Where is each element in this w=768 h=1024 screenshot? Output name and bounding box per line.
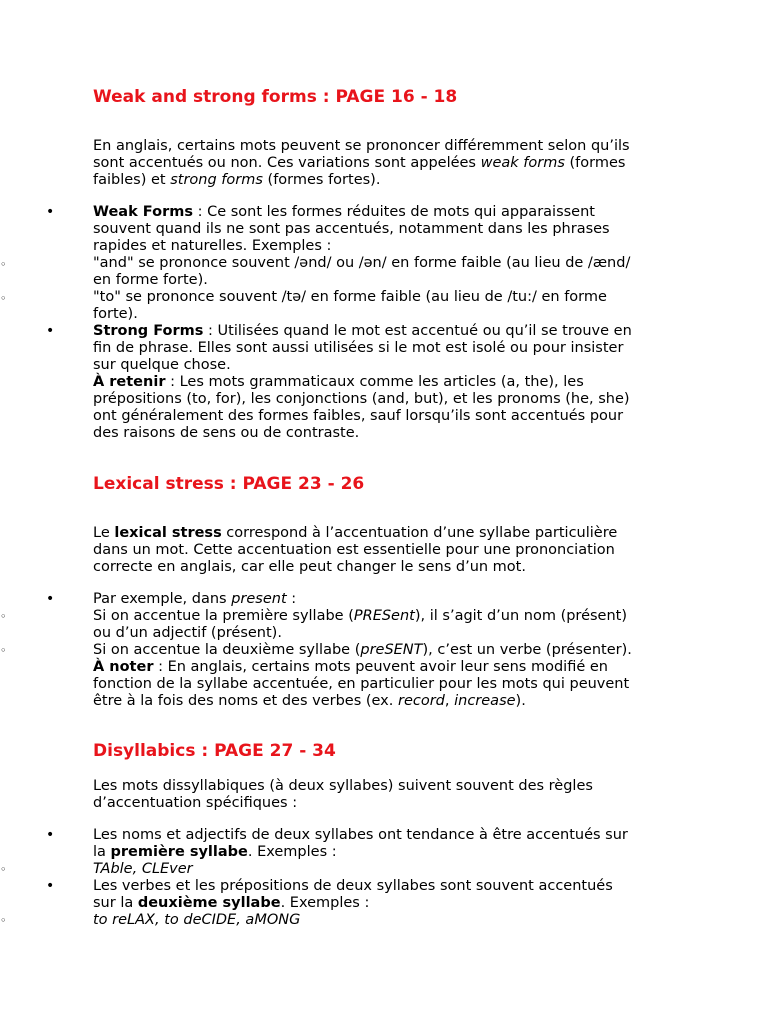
text-line: Les verbes et les prépositions de deux syllabes sont souvent accentués <box>93 878 613 894</box>
text-span: être à la fois des noms et des verbes (ex. <box>93 693 398 709</box>
text-span: la <box>93 844 111 860</box>
text-line: ont généralement des formes faibles, sauf lorsqu’ils sont accentués pour <box>93 408 624 424</box>
heading-lexical-stress: Lexical stress : PAGE 23 - 26 <box>93 474 365 494</box>
italic-term: to reLAX, to deCIDE, aMONG <box>93 912 301 928</box>
bold-term: Weak Forms <box>93 204 193 220</box>
bullet-marker: • <box>46 878 55 894</box>
heading-disyllabics: Disyllabics : PAGE 27 - 34 <box>93 741 336 761</box>
text-line: sur quelque chose. <box>93 357 231 373</box>
verbs-prepositions-item <box>93 878 683 929</box>
bold-term: À noter <box>93 659 154 675</box>
present-example-item <box>93 591 683 710</box>
circle-marker: ◦ <box>0 914 7 927</box>
text-span: : Utilisées quand le mot est accentué ou qu’il se trouve en <box>203 323 632 339</box>
bullet-marker: • <box>46 591 55 607</box>
text-line: d’accentuation spécifiques : <box>93 795 298 811</box>
text-span: . Exemples : <box>247 844 337 860</box>
bold-term: À retenir <box>93 374 166 390</box>
circle-marker: ◦ <box>0 292 7 305</box>
text-span: : Ce sont les formes réduites de mots qui apparaissent <box>192 204 595 220</box>
italic-term: record <box>397 693 445 709</box>
nouns-adjectives-item <box>93 827 683 878</box>
lexical-intro-paragraph <box>93 525 683 576</box>
text-span: sur la <box>93 895 138 911</box>
text-span: sont accentués ou non. Ces variations sont appelées <box>93 155 481 171</box>
strong-forms-item <box>93 323 683 442</box>
italic-term: strong forms <box>170 172 263 188</box>
italic-term: PRESent <box>353 608 415 624</box>
text-line: "and" se prononce souvent /ənd/ ou /ən/ en forme faible (au lieu de /ænd/ <box>93 255 631 271</box>
text-span: : Les mots grammaticaux comme les articles (a, the), les <box>165 374 584 390</box>
bold-term: Strong Forms <box>93 323 204 339</box>
text-line: en forme forte). <box>93 272 208 288</box>
text-span: faibles) et <box>93 172 171 188</box>
text-line: Les noms et adjectifs de deux syllabes ont tendance à être accentués sur <box>93 827 628 843</box>
text-line: rapides et naturelles. Exemples : <box>93 238 332 254</box>
text-span: ), il s’agit d’un nom (présent) <box>414 608 628 624</box>
heading-weak-strong-forms: Weak and strong forms : PAGE 16 - 18 <box>93 87 458 107</box>
bullet-marker: • <box>46 323 55 339</box>
bullet-marker: • <box>46 827 55 843</box>
text-span: ). <box>515 693 526 709</box>
text-span: . Exemples : <box>280 895 370 911</box>
text-span: Par exemple, dans <box>93 591 232 607</box>
text-span: Si on accentue la première syllabe ( <box>93 608 354 624</box>
italic-term: TAble, CLEver <box>93 861 193 877</box>
text-span: ), c’est un verbe (présenter). <box>422 642 632 658</box>
text-line: forte). <box>93 306 138 322</box>
weak-forms-item <box>93 204 683 323</box>
text-line: fonction de la syllabe accentuée, en particulier pour les mots qui peuvent <box>93 676 630 692</box>
circle-marker: ◦ <box>0 644 7 657</box>
circle-marker: ◦ <box>0 258 7 271</box>
italic-term: weak forms <box>480 155 565 171</box>
italic-term: increase <box>454 693 516 709</box>
bold-term: première syllabe <box>110 844 248 860</box>
text-line: des raisons de sens ou de contraste. <box>93 425 360 441</box>
text-line: Les mots dissyllabiques (à deux syllabes) suivent souvent des règles <box>93 778 593 794</box>
bold-term: deuxième syllabe <box>137 895 281 911</box>
text-span: : <box>286 591 297 607</box>
text-span: correspond à l’accentuation d’une syllabe particulière <box>221 525 618 541</box>
text-span: Si on accentue la deuxième syllabe ( <box>93 642 361 658</box>
bold-term: lexical stress <box>114 525 222 541</box>
text-line: fin de phrase. Elles sont aussi utilisées si le mot est isolé ou pour insister <box>93 340 624 356</box>
bullet-marker: • <box>46 204 55 220</box>
italic-term: present <box>231 591 287 607</box>
weak-intro-paragraph <box>93 138 683 189</box>
text-line: "to" se prononce souvent /tə/ en forme faible (au lieu de /tu:/ en forme <box>93 289 607 305</box>
text-span: (formes <box>564 155 626 171</box>
text-line: ou d’un adjectif (présent). <box>93 625 282 641</box>
italic-term: preSENT <box>360 642 423 658</box>
circle-marker: ◦ <box>0 610 7 623</box>
circle-marker: ◦ <box>0 863 7 876</box>
text-line: prépositions (to, for), les conjonctions (and, but), et les pronoms (he, she) <box>93 391 630 407</box>
text-line: dans un mot. Cette accentuation est essentielle pour une prononciation <box>93 542 615 558</box>
text-span: : En anglais, certains mots peuvent avoir leur sens modifié en <box>153 659 608 675</box>
text-span: Le <box>93 525 115 541</box>
text-span: (formes fortes). <box>262 172 381 188</box>
text-line: correcte en anglais, car elle peut changer le sens d’un mot. <box>93 559 526 575</box>
disyllabics-intro-paragraph <box>93 778 683 812</box>
text-line: souvent quand ils ne sont pas accentués, notamment dans les phrases <box>93 221 610 237</box>
text-span: , <box>444 693 455 709</box>
text-span: En anglais, certains mots peuvent se prononcer différemment selon qu’ils <box>93 138 630 154</box>
